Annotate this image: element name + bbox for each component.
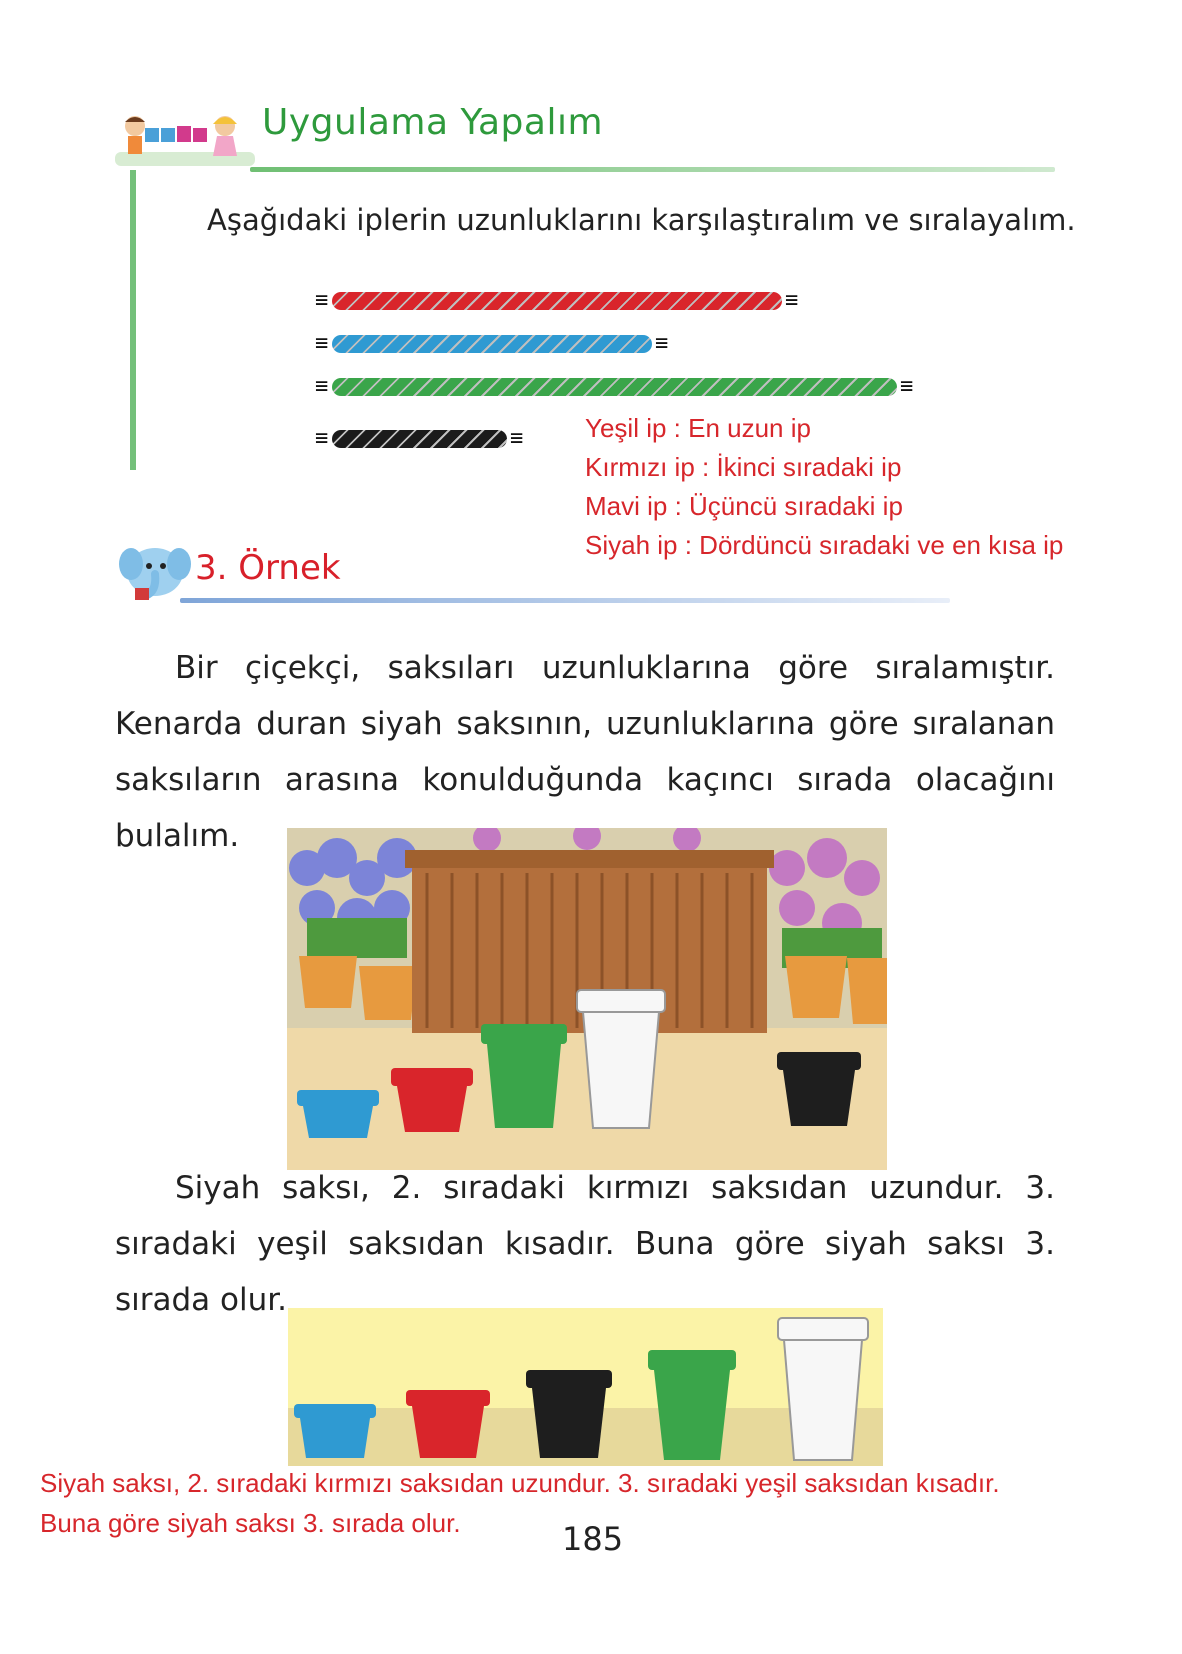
black-pot [777, 1052, 861, 1126]
example-title-underline [180, 598, 950, 603]
green-pot [481, 1024, 567, 1128]
solution-text [115, 1160, 1055, 1328]
white-pot [778, 1318, 868, 1460]
example-title: 3. Örnek [195, 548, 341, 588]
note-blue-rope: Mavi ip : Üçüncü sıradaki ip [585, 491, 903, 521]
flower-shop-illustration [287, 828, 887, 1170]
ordered-pots-illustration [288, 1308, 883, 1466]
rope-end-right: ≡ [785, 288, 799, 313]
note-green-rope: Yeşil ip : En uzun ip [585, 413, 811, 443]
rope-end-left: ≡ [315, 426, 329, 451]
answer-line-2: Buna göre siyah saksı 3. sırada olur. [40, 1508, 461, 1538]
red-rope [332, 292, 782, 310]
blue-pot [294, 1404, 376, 1458]
section-side-line [130, 170, 136, 470]
section-title-underline [250, 167, 1055, 172]
rope-end-right: ≡ [510, 426, 524, 451]
note-black-rope: Siyah ip : Dördüncü sıradaki ve en kısa ip [585, 530, 1064, 560]
rope-end-right: ≡ [655, 331, 669, 356]
black-rope [332, 430, 507, 448]
rope-end-right: ≡ [900, 374, 914, 399]
blue-rope [332, 335, 652, 353]
kids-puzzle-icon [115, 112, 255, 172]
intro-text: Aşağıdaki iplerin uzunluklarını karşılaştıralım ve sıralayalım. [207, 203, 1076, 237]
page-number: 185 [562, 1520, 624, 1558]
blue-pot [297, 1090, 379, 1138]
red-pot [406, 1390, 490, 1458]
solution-text-body: Siyah saksı, 2. sıradaki kırmızı saksıdan uzundur. 3. sıradaki yeşil saksıdan kısadır. Buna göre siyah saksı 3. sırada olur. [115, 1170, 1055, 1318]
rope-end-left: ≡ [315, 331, 329, 356]
note-red-rope: Kırmızı ip : İkinci sıradaki ip [585, 452, 902, 482]
section-title: Uygulama Yapalım [262, 102, 604, 143]
black-pot [526, 1370, 612, 1458]
problem-text-body: Bir çiçekçi, saksıları uzunluklarına göre sıralamıştır. Kenarda duran siyah saksının, uzunluklarına göre sıralanan saksıların arasına konulduğunda kaçıncı sırada olacağını bulalım. [115, 650, 1055, 854]
green-rope [332, 378, 897, 396]
rope-end-left: ≡ [315, 374, 329, 399]
rope-end-left: ≡ [315, 288, 329, 313]
answer-line-1: Siyah saksı, 2. sıradaki kırmızı saksıdan uzundur. 3. sıradaki yeşil saksıdan kısadır. [40, 1468, 1000, 1498]
